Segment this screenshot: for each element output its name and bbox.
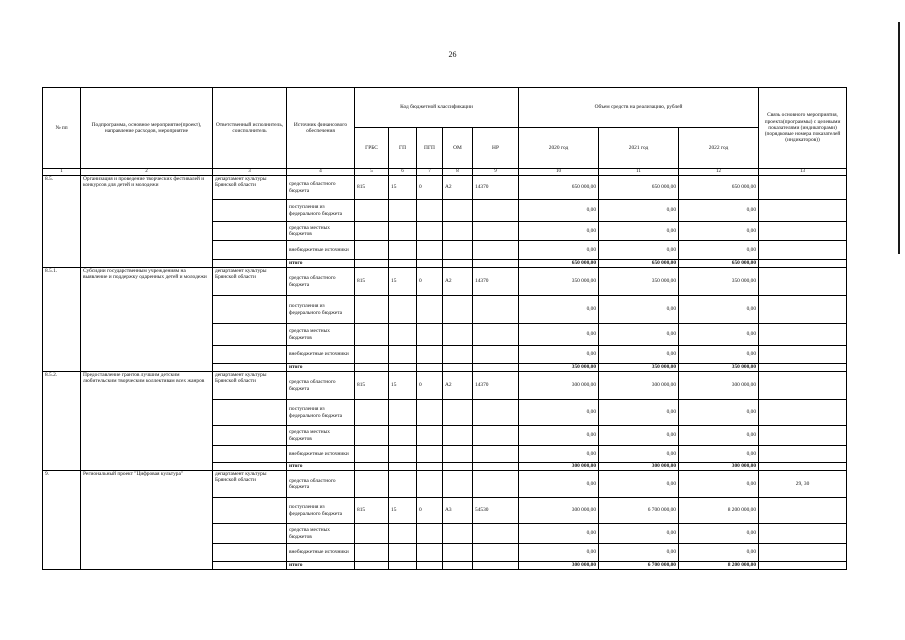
amount-2020: 0,00 xyxy=(519,471,599,498)
code-empty xyxy=(443,562,473,570)
indicator-link-empty xyxy=(759,364,847,372)
amount-2021: 0,00 xyxy=(599,222,679,241)
code-om xyxy=(443,400,473,426)
amount-2020: 0,00 xyxy=(519,200,599,222)
item-number: 9. xyxy=(43,471,81,570)
code-empty xyxy=(355,364,389,372)
code-gp xyxy=(389,324,417,346)
code-np xyxy=(473,296,519,324)
indicator-link-empty xyxy=(759,426,847,446)
responsible-empty xyxy=(213,296,287,324)
indicator-link-empty xyxy=(759,222,847,241)
responsible-empty xyxy=(213,364,287,372)
total-2020: 350 000,00 xyxy=(519,364,599,372)
amount-2020: 300 000,00 xyxy=(519,498,599,524)
header-2021: 2021 год xyxy=(599,128,679,169)
code-pgp xyxy=(417,346,443,364)
amount-2022: 0,00 xyxy=(679,446,759,463)
amount-2020: 0,00 xyxy=(519,524,599,544)
table-row xyxy=(43,176,847,200)
amount-2022: 0,00 xyxy=(679,222,759,241)
total-2020: 300 000,00 xyxy=(519,562,599,570)
header-bkc: Код бюджетной классификации xyxy=(355,88,519,128)
funding-source: внебюджетные источники xyxy=(287,544,355,562)
code-om xyxy=(443,296,473,324)
code-np xyxy=(473,544,519,562)
indicator-link-empty xyxy=(759,544,847,562)
responsible-empty xyxy=(213,544,287,562)
code-gp xyxy=(389,241,417,260)
total-2022: 8 200 000,00 xyxy=(679,562,759,570)
code-grbs xyxy=(355,544,389,562)
total-2021: 300 000,00 xyxy=(599,463,679,471)
code-gp xyxy=(389,426,417,446)
item-name: Предоставление грантов лучшим детским любительским творческим коллективам всех жанров xyxy=(81,372,213,471)
code-np xyxy=(473,471,519,498)
column-number: 11 xyxy=(599,169,679,176)
indicator-link-empty xyxy=(759,200,847,222)
code-grbs xyxy=(355,471,389,498)
responsible-empty xyxy=(213,400,287,426)
header-np: НР xyxy=(473,128,519,169)
amount-2020: 0,00 xyxy=(519,241,599,260)
code-gp xyxy=(389,296,417,324)
code-grbs xyxy=(355,446,389,463)
code-empty xyxy=(473,260,519,268)
code-grbs xyxy=(355,296,389,324)
code-om xyxy=(443,524,473,544)
indicator-link-empty xyxy=(759,324,847,346)
total-2022: 650 000,00 xyxy=(679,260,759,268)
code-gp xyxy=(389,222,417,241)
code-gp xyxy=(389,200,417,222)
code-om: А2 xyxy=(443,372,473,400)
item-name: Региональный проект "Цифровая культура" xyxy=(81,471,213,570)
margin-line xyxy=(898,22,900,254)
amount-2021: 0,00 xyxy=(599,241,679,260)
code-pgp xyxy=(417,296,443,324)
code-gp xyxy=(389,346,417,364)
amount-2020: 0,00 xyxy=(519,446,599,463)
funding-source: средства местных бюджетов xyxy=(287,324,355,346)
code-empty xyxy=(355,562,389,570)
code-empty xyxy=(389,364,417,372)
item-responsible: департамент культуры Брянской области xyxy=(213,176,287,200)
header-gp: ГП xyxy=(389,128,417,169)
indicator-link-empty xyxy=(759,296,847,324)
amount-2020: 0,00 xyxy=(519,426,599,446)
header-pgp: ПГП xyxy=(417,128,443,169)
indicator-link xyxy=(759,176,847,200)
amount-2020: 0,00 xyxy=(519,400,599,426)
amount-2022: 0,00 xyxy=(679,524,759,544)
column-number: 12 xyxy=(679,169,759,176)
code-grbs: 815 xyxy=(355,372,389,400)
total-2021: 6 700 000,00 xyxy=(599,562,679,570)
code-np: 14370 xyxy=(473,372,519,400)
column-number: 13 xyxy=(759,169,847,176)
code-om xyxy=(443,324,473,346)
code-pgp xyxy=(417,544,443,562)
item-number: 8.5.2. xyxy=(43,372,81,471)
header-volume: Объем средств на реализацию, рублей xyxy=(519,88,759,128)
indicator-link-empty xyxy=(759,463,847,471)
total-label: итого xyxy=(287,463,355,471)
responsible-empty xyxy=(213,562,287,570)
code-om xyxy=(443,241,473,260)
amount-2022: 0,00 xyxy=(679,400,759,426)
item-number: 8.5.1. xyxy=(43,268,81,372)
code-om xyxy=(443,544,473,562)
header-om: ОМ xyxy=(443,128,473,169)
code-empty xyxy=(417,562,443,570)
item-responsible: департамент культуры Брянской области xyxy=(213,471,287,498)
code-om xyxy=(443,471,473,498)
code-gp xyxy=(389,400,417,426)
total-label: итого xyxy=(287,562,355,570)
column-numbers-row xyxy=(43,169,847,176)
amount-2021: 6 700 000,00 xyxy=(599,498,679,524)
amount-2021: 0,00 xyxy=(599,200,679,222)
code-empty xyxy=(443,463,473,471)
code-gp: 15 xyxy=(389,372,417,400)
code-empty xyxy=(389,562,417,570)
code-pgp xyxy=(417,222,443,241)
indicator-link xyxy=(759,268,847,296)
amount-2022: 0,00 xyxy=(679,241,759,260)
code-om: А2 xyxy=(443,268,473,296)
code-empty xyxy=(473,463,519,471)
responsible-empty xyxy=(213,426,287,446)
amount-2022: 0,00 xyxy=(679,426,759,446)
header-2020: 2020 год xyxy=(519,128,599,169)
amount-2021: 0,00 xyxy=(599,524,679,544)
amount-2020: 0,00 xyxy=(519,346,599,364)
amount-2022: 0,00 xyxy=(679,544,759,562)
header-2022: 2022 год xyxy=(679,128,759,169)
code-np: 14370 xyxy=(473,268,519,296)
code-pgp xyxy=(417,426,443,446)
amount-2022: 8 200 000,00 xyxy=(679,498,759,524)
amount-2022: 300 000,00 xyxy=(679,372,759,400)
responsible-empty xyxy=(213,324,287,346)
indicator-link-empty xyxy=(759,346,847,364)
code-np xyxy=(473,346,519,364)
code-np xyxy=(473,222,519,241)
funding-source: поступления из федерального бюджета xyxy=(287,498,355,524)
page-number: 26 xyxy=(448,50,457,59)
code-empty xyxy=(473,364,519,372)
item-number: 8.5. xyxy=(43,176,81,268)
code-pgp xyxy=(417,524,443,544)
code-empty xyxy=(417,260,443,268)
amount-2020: 650 000,00 xyxy=(519,176,599,200)
code-empty xyxy=(389,463,417,471)
amount-2021: 0,00 xyxy=(599,446,679,463)
code-pgp xyxy=(417,200,443,222)
amount-2022: 350 000,00 xyxy=(679,268,759,296)
code-empty xyxy=(389,260,417,268)
amount-2021: 300 000,00 xyxy=(599,372,679,400)
code-grbs xyxy=(355,400,389,426)
amount-2021: 0,00 xyxy=(599,426,679,446)
indicator-link-empty xyxy=(759,446,847,463)
code-om: А2 xyxy=(443,176,473,200)
responsible-empty xyxy=(213,346,287,364)
code-pgp xyxy=(417,400,443,426)
code-grbs xyxy=(355,524,389,544)
amount-2021: 0,00 xyxy=(599,400,679,426)
amount-2021: 0,00 xyxy=(599,324,679,346)
funding-source: внебюджетные источники xyxy=(287,346,355,364)
code-pgp: 0 xyxy=(417,498,443,524)
responsible-empty xyxy=(213,200,287,222)
code-om: А3 xyxy=(443,498,473,524)
amount-2022: 0,00 xyxy=(679,471,759,498)
code-gp: 15 xyxy=(389,176,417,200)
total-2022: 300 000,00 xyxy=(679,463,759,471)
code-grbs xyxy=(355,222,389,241)
code-pgp xyxy=(417,471,443,498)
indicator-link-empty xyxy=(759,498,847,524)
code-empty xyxy=(355,260,389,268)
code-om xyxy=(443,200,473,222)
table-row xyxy=(43,268,847,296)
table-row xyxy=(43,372,847,400)
responsible-empty xyxy=(213,241,287,260)
header-grbs: ГРБС xyxy=(355,128,389,169)
funding-source: поступления из федерального бюджета xyxy=(287,296,355,324)
code-gp: 15 xyxy=(389,498,417,524)
amount-2021: 0,00 xyxy=(599,544,679,562)
column-number: 3 xyxy=(213,169,287,176)
code-empty xyxy=(443,260,473,268)
indicator-link-empty xyxy=(759,400,847,426)
responsible-empty xyxy=(213,463,287,471)
code-np xyxy=(473,446,519,463)
indicator-link-empty xyxy=(759,241,847,260)
header-link: Связь основного мероприятия, проекта(программы) с целевыми показателями (индикаторами) (порядковые номера показателей (индикаторов)) xyxy=(759,88,847,169)
code-np xyxy=(473,324,519,346)
code-empty xyxy=(417,364,443,372)
indicator-link: 29, 30 xyxy=(759,471,847,498)
total-label: итого xyxy=(287,364,355,372)
code-om xyxy=(443,446,473,463)
code-np: 54530 xyxy=(473,498,519,524)
amount-2020: 0,00 xyxy=(519,222,599,241)
total-2020: 650 000,00 xyxy=(519,260,599,268)
responsible-empty xyxy=(213,260,287,268)
code-gp xyxy=(389,446,417,463)
amount-2022: 0,00 xyxy=(679,324,759,346)
code-gp: 15 xyxy=(389,268,417,296)
amount-2021: 0,00 xyxy=(599,346,679,364)
code-np xyxy=(473,400,519,426)
amount-2022: 650 000,00 xyxy=(679,176,759,200)
code-pgp xyxy=(417,241,443,260)
funding-source: средства областного бюджета xyxy=(287,471,355,498)
code-np xyxy=(473,524,519,544)
amount-2022: 0,00 xyxy=(679,346,759,364)
code-pgp xyxy=(417,446,443,463)
total-2020: 300 000,00 xyxy=(519,463,599,471)
amount-2021: 650 000,00 xyxy=(599,176,679,200)
amount-2020: 0,00 xyxy=(519,324,599,346)
amount-2021: 0,00 xyxy=(599,296,679,324)
funding-source: средства местных бюджетов xyxy=(287,426,355,446)
code-empty xyxy=(443,364,473,372)
total-2021: 350 000,00 xyxy=(599,364,679,372)
header-responsible: Ответственный исполнитель, соисполнитель xyxy=(213,88,287,169)
code-grbs xyxy=(355,426,389,446)
total-2021: 650 000,00 xyxy=(599,260,679,268)
header-name: Подпрограмма, основное мероприятие(проект), направление расходов, мероприятие xyxy=(81,88,213,169)
column-number: 1 xyxy=(43,169,81,176)
code-om xyxy=(443,222,473,241)
code-np xyxy=(473,241,519,260)
funding-source: средства областного бюджета xyxy=(287,372,355,400)
funding-source: средства областного бюджета xyxy=(287,176,355,200)
item-name: Субсидии государственным учреждениям на выявление и поддержку одаренных детей и молодежи xyxy=(81,268,213,372)
code-np xyxy=(473,200,519,222)
responsible-empty xyxy=(213,524,287,544)
responsible-empty xyxy=(213,498,287,524)
amount-2020: 0,00 xyxy=(519,544,599,562)
code-pgp: 0 xyxy=(417,372,443,400)
code-gp xyxy=(389,471,417,498)
code-empty xyxy=(417,463,443,471)
code-grbs: 815 xyxy=(355,498,389,524)
code-gp xyxy=(389,524,417,544)
code-om xyxy=(443,346,473,364)
code-gp xyxy=(389,544,417,562)
responsible-empty xyxy=(213,222,287,241)
column-number: 6 xyxy=(389,169,417,176)
column-number: 8 xyxy=(443,169,473,176)
funding-source: средства местных бюджетов xyxy=(287,222,355,241)
amount-2021: 0,00 xyxy=(599,471,679,498)
budget-table xyxy=(42,87,847,570)
column-number: 9 xyxy=(473,169,519,176)
amount-2022: 0,00 xyxy=(679,296,759,324)
funding-source: поступления из федерального бюджета xyxy=(287,200,355,222)
code-grbs xyxy=(355,241,389,260)
indicator-link-empty xyxy=(759,562,847,570)
amount-2021: 350 000,00 xyxy=(599,268,679,296)
funding-source: внебюджетные источники xyxy=(287,446,355,463)
code-pgp: 0 xyxy=(417,176,443,200)
header-source: Источник финансового обеспечения xyxy=(287,88,355,169)
code-grbs xyxy=(355,324,389,346)
indicator-link-empty xyxy=(759,260,847,268)
code-om xyxy=(443,426,473,446)
funding-source: поступления из федерального бюджета xyxy=(287,400,355,426)
code-empty xyxy=(473,562,519,570)
column-number: 2 xyxy=(81,169,213,176)
code-grbs: 815 xyxy=(355,176,389,200)
funding-source: внебюджетные источники xyxy=(287,241,355,260)
amount-2020: 350 000,00 xyxy=(519,268,599,296)
indicator-link-empty xyxy=(759,524,847,544)
column-number: 10 xyxy=(519,169,599,176)
column-number: 7 xyxy=(417,169,443,176)
total-label: итого xyxy=(287,260,355,268)
code-pgp: 0 xyxy=(417,268,443,296)
code-grbs xyxy=(355,346,389,364)
funding-source: средства местных бюджетов xyxy=(287,524,355,544)
responsible-empty xyxy=(213,446,287,463)
header-no: № пп xyxy=(43,88,81,169)
funding-source: средства областного бюджета xyxy=(287,268,355,296)
code-grbs: 815 xyxy=(355,268,389,296)
column-number: 5 xyxy=(355,169,389,176)
item-responsible: департамент культуры Брянской области xyxy=(213,268,287,296)
amount-2020: 0,00 xyxy=(519,296,599,324)
code-grbs xyxy=(355,200,389,222)
indicator-link xyxy=(759,372,847,400)
code-pgp xyxy=(417,324,443,346)
code-np: 14370 xyxy=(473,176,519,200)
column-number: 4 xyxy=(287,169,355,176)
amount-2022: 0,00 xyxy=(679,200,759,222)
code-empty xyxy=(355,463,389,471)
item-responsible: департамент культуры Брянской области xyxy=(213,372,287,400)
total-2022: 350 000,00 xyxy=(679,364,759,372)
code-np xyxy=(473,426,519,446)
amount-2020: 300 000,00 xyxy=(519,372,599,400)
item-name: Организация и проведение творческих фестивалей и конкурсов для детей и молодежи xyxy=(81,176,213,268)
table-row xyxy=(43,471,847,498)
